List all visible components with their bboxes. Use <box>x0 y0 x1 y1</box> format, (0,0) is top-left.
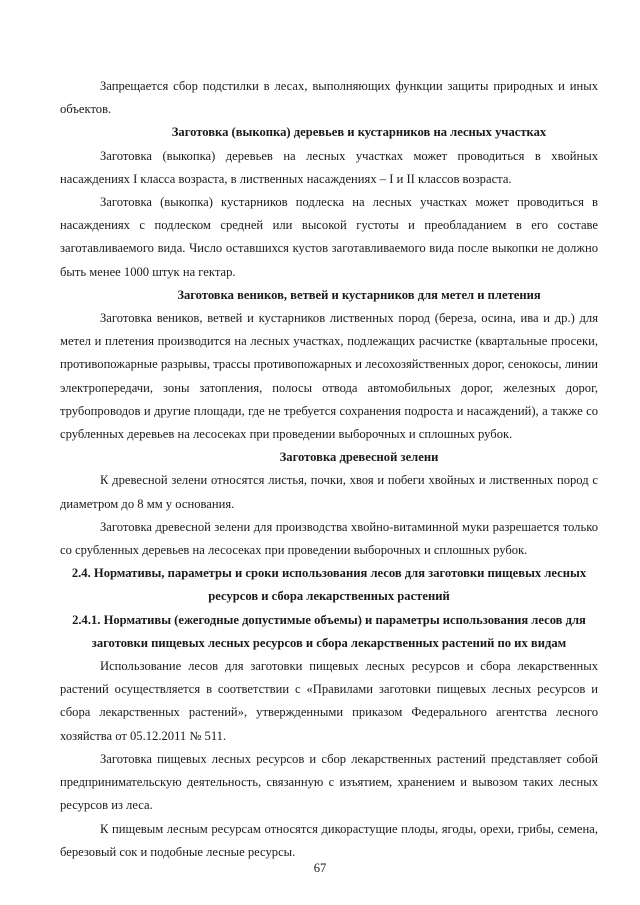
section-heading: Заготовка веников, ветвей и кустарников для метел и плетения <box>177 287 541 302</box>
paragraph: Заготовка древесной зелени для производства хвойно-витаминной муки разрешается только со срубленных деревьев на лесосеках при проведении выборочных и сплошных рубок. <box>60 519 598 558</box>
section-heading: Заготовка (выкопка) деревьев и кустарников на лесных участках <box>171 125 547 140</box>
paragraph: Заготовка пищевых лесных ресурсов и сбор лекарственных растений представляет собой предпринимательскую деятельность, связанную с изъятием, хранением и вывозом таких лесных ресурсов из леса. <box>60 751 598 813</box>
page-number: 67 <box>313 861 327 875</box>
paragraph: Заготовка (выкопка) деревьев на лесных участках может проводиться в хвойных насаждениях I класса возраста, в лиственных насаждениях – I и II классов возраста. <box>60 148 598 186</box>
section-heading: Заготовка древесной зелени <box>279 450 439 465</box>
paragraph: Заготовка веников, ветвей и кустарников лиственных пород (береза, осина, ива и др.) для метел и плетения производится на лесных участках, подлежащих расчистке (квартальные просеки, противопожарные разрывы, трассы противопожарных и лесохозяйственных дорог, сенокосы, линии электропередачи, зоны затопления, полосы отвода автомобильных дорог, железных дорог, трубопроводов и другие площади, где не требуется сохранения подроста и насаждений), а также со срубленных деревьев на лесосеках при проведении выборочных и сплошных рубок. <box>60 311 598 442</box>
paragraph: Заготовка (выкопка) кустарников подлеска на лесных участках может проводиться в насаждениях с подлеском средней или высокой густоты и преобладанием в его составе заготавливаемого вида. Число оставшихся кустов заготавливаемого вида после выкопки не должно быть менее 1000 штук на гектар. <box>60 195 598 279</box>
paragraph: К пищевым лесным ресурсам относятся дикорастущие плоды, ягоды, орехи, грибы, семена, березовый сок и подобные лесные ресурсы. <box>60 821 598 859</box>
paragraph: Запрещается сбор подстилки в лесах, выполняющих функции защиты природных и иных объектов. <box>60 79 598 117</box>
subsection-heading: 2.4. Нормативы, параметры и сроки использования лесов для заготовки пищевых лесных ресурсов и сбора лекарственных растений <box>71 566 587 604</box>
page-content <box>60 75 598 864</box>
paragraph: К древесной зелени относятся листья, почки, хвоя и побеги хвойных и лиственных пород с диаметром до 8 мм у основания. <box>60 473 598 511</box>
paragraph: Использование лесов для заготовки пищевых лесных ресурсов и сбора лекарственных растений осуществляется в соответствии с «Правилами заготовки пищевых лесных ресурсов и сбора лекарственных растений», утвержденными приказом Федерального агентства лесного хозяйства от 05.12.2011 № 511. <box>60 659 598 743</box>
subsection-heading: 2.4.1. Нормативы (ежегодные допустимые объемы) и параметры использования лесов для заготовки пищевых лесных ресурсов и сбора лекарственных растений по их видам <box>72 612 586 650</box>
